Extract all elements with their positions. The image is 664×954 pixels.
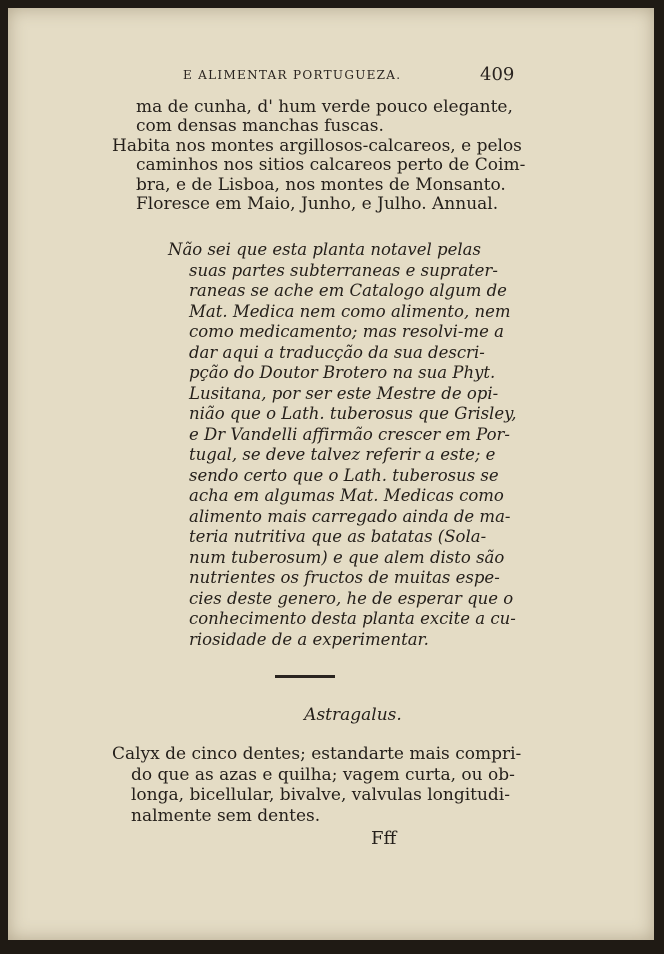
text-line: num tuberosum) e que alem disto são	[189, 547, 505, 567]
section-divider	[275, 675, 335, 678]
paragraph-description-end	[112, 98, 525, 214]
text-line: alimento mais carregado ainda de ma-	[189, 506, 511, 526]
text-line: cies deste genero, he de esperar que o	[189, 588, 514, 608]
text-line: como medicamento; mas resolvi-me a	[189, 322, 504, 341]
page-number: 409	[480, 64, 515, 85]
book-page	[8, 8, 654, 940]
text-line: nutrientes os fructos de muitas espe-	[189, 568, 500, 587]
text-line: longa, bicellular, bivalve, valvulas longitudi-	[131, 785, 510, 805]
text-line: Floresce em Maio, Junho, e Julho. Annual.	[136, 194, 499, 215]
text-line: Calyx de cinco dentes; estandarte mais compri-	[112, 744, 522, 764]
text-line: Lusitana, por ser este Mestre de opi-	[189, 383, 499, 403]
paragraph-note	[168, 240, 516, 650]
text-line: do que as azas e quilha; vagem curta, ou ob-	[131, 764, 515, 785]
text-line: nião que o Lath. tuberosus que Grisley,	[189, 404, 517, 423]
text-line: com densas manchas fuscas.	[136, 116, 384, 137]
text-line: tugal, se deve talvez referir a este; e	[189, 445, 496, 464]
text-line: nalmente sem dentes.	[131, 805, 321, 826]
text-line: caminhos nos sitios calcareos perto de Coim-	[136, 155, 526, 176]
text-line: Não sei que esta planta notavel pelas	[168, 240, 481, 259]
text-line: riosidade de a experimentar.	[189, 629, 429, 649]
text-line: acha em algumas Mat. Medicas como	[189, 486, 504, 505]
text-line: teria nutritiva que as batatas (Sola-	[189, 527, 487, 546]
text-line: Habita nos montes argillosos-calcareos, e pelos	[112, 135, 522, 156]
header-title: E ALIMENTAR PORTUGUEZA.	[183, 68, 402, 82]
text-line: ma de cunha, d' hum verde pouco elegante,	[136, 97, 513, 117]
signature-mark: Fff	[371, 828, 397, 849]
text-line: conhecimento desta planta excite a cu-	[189, 609, 516, 628]
text-line: sendo certo que o Lath. tuberosus se	[189, 465, 499, 485]
section-heading: Astragalus.	[304, 705, 402, 725]
text-line: suas partes subterraneas e suprater-	[189, 260, 498, 280]
text-line: bra, e de Lisboa, nos montes de Monsanto.	[136, 174, 506, 195]
text-line: pção do Doutor Brotero na sua Phyt.	[189, 363, 496, 382]
text-line: dar aqui a traducção da sua descri-	[189, 342, 485, 362]
text-line: raneas se ache em Catalogo algum de	[189, 281, 507, 300]
paragraph-astragalus	[112, 744, 521, 826]
text-line: Mat. Medica nem como alimento, nem	[189, 301, 511, 321]
text-line: e Dr Vandelli affirmão crescer em Por-	[189, 424, 510, 444]
